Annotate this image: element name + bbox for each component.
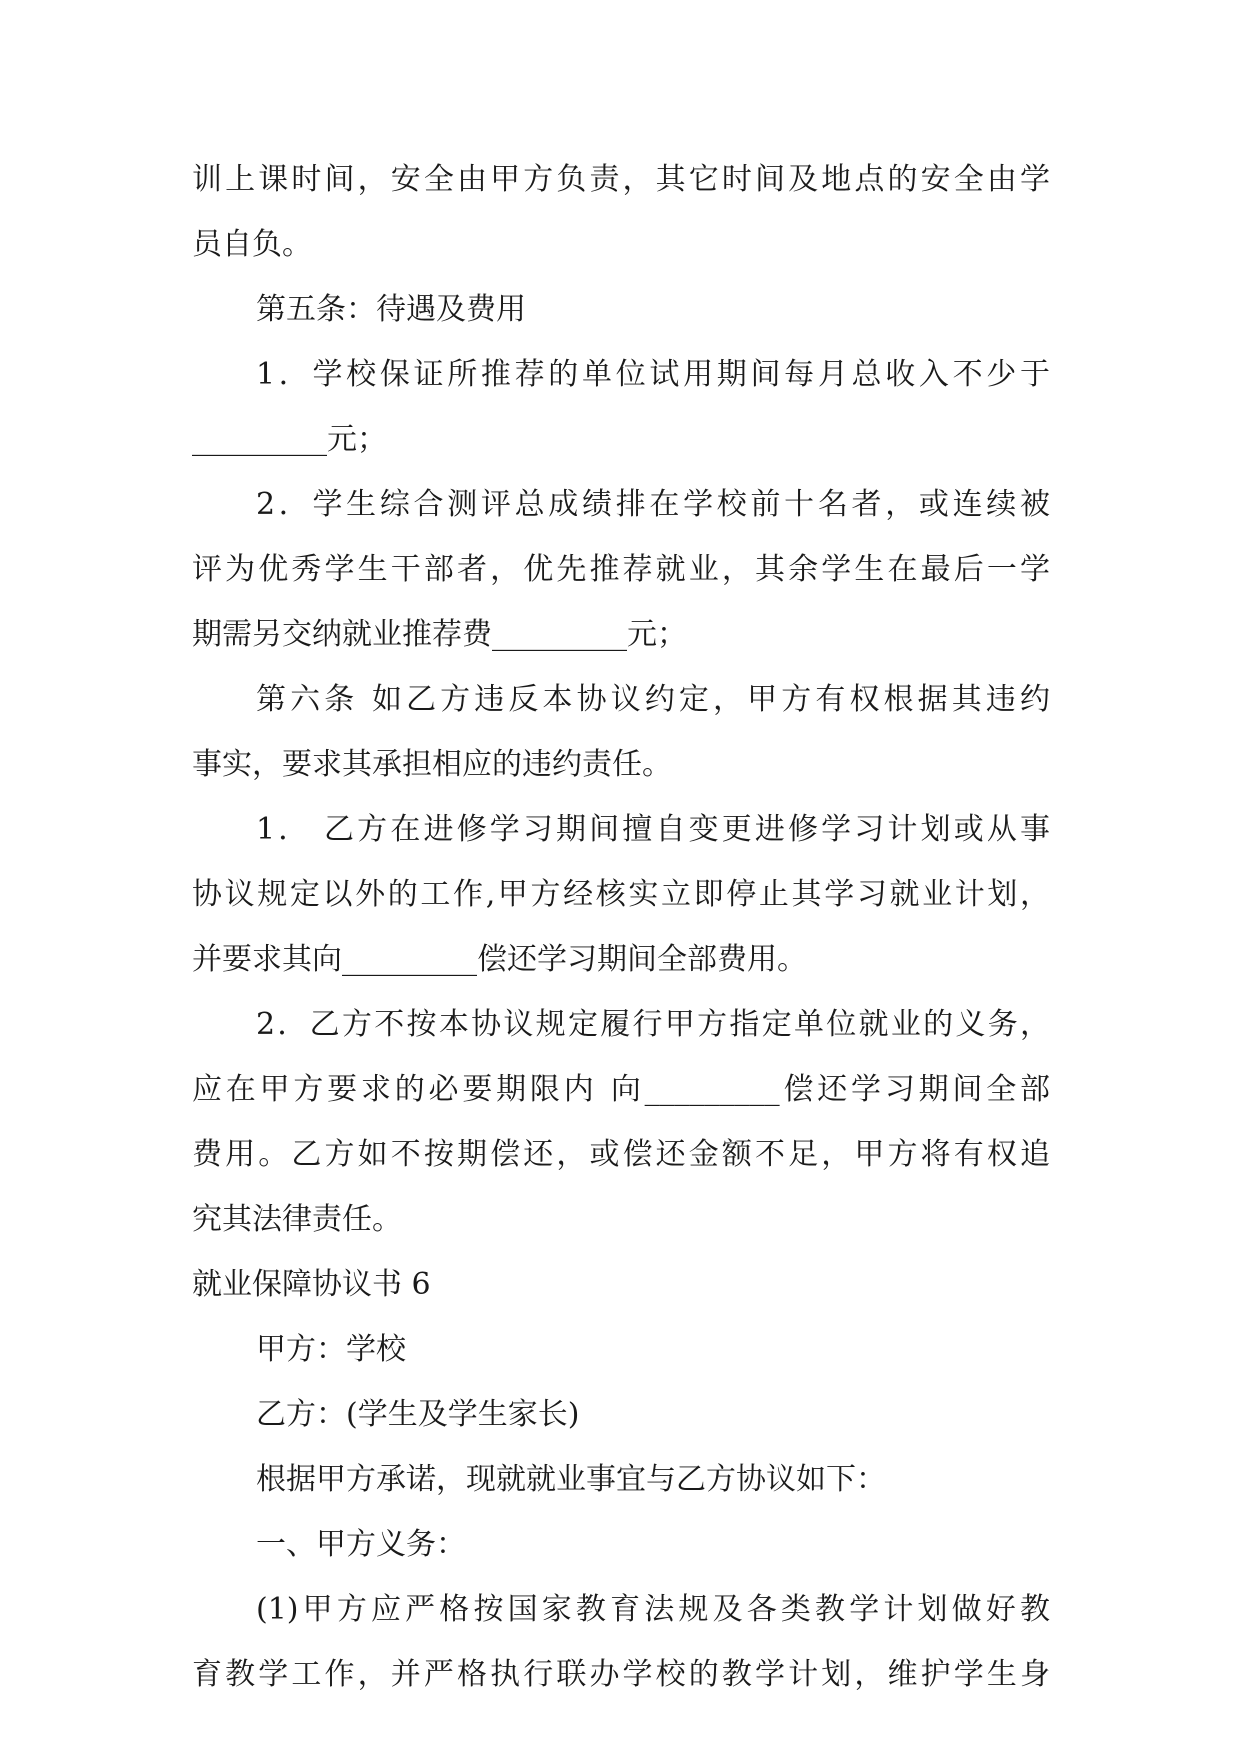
text-line: 根据甲方承诺，现就就业事宜与乙方协议如下： bbox=[256, 1462, 886, 1497]
text-line: 育教学工作，并严格执行联办学校的教学计划，维护学生身 bbox=[192, 1657, 1050, 1692]
section-heading-party-a-duties: 一、甲方义务： bbox=[256, 1527, 466, 1562]
text-line: 评为优秀学生干部者，优先推荐就业，其余学生在最后一学 bbox=[192, 552, 1050, 587]
text-line: 并要求其向_________偿还学习期间全部费用。 bbox=[192, 942, 807, 977]
text-line: 协议规定以外的工作,甲方经核实立即停止其学习就业计划， bbox=[192, 877, 1050, 912]
text-line: 1．学校保证所推荐的单位试用期间每月总收入不少于 bbox=[256, 357, 1050, 392]
section-heading-article-5: 第五条：待遇及费用 bbox=[256, 292, 526, 327]
section-heading-article-6: 第六条 如乙方违反本协议约定，甲方有权根据其违约 bbox=[256, 682, 1050, 717]
text-line: 2．学生综合测评总成绩排在学校前十名者，或连续被 bbox=[256, 487, 1050, 522]
text-line: 期需另交纳就业推荐费_________元； bbox=[192, 617, 687, 652]
text-line: 员自负。 bbox=[192, 227, 312, 262]
text-line: _________元； bbox=[192, 422, 387, 457]
text-line: 1． 乙方在进修学习期间擅自变更进修学习计划或从事 bbox=[256, 812, 1050, 847]
party-b-line: 乙方：(学生及学生家长) bbox=[256, 1397, 580, 1432]
text-line: 应在甲方要求的必要期限内 向_________偿还学习期间全部 bbox=[192, 1072, 1050, 1107]
text-line: (1)甲方应严格按国家教育法规及各类教学计划做好教 bbox=[256, 1592, 1050, 1627]
text-line: 训上课时间，安全由甲方负责，其它时间及地点的安全由学 bbox=[192, 162, 1050, 197]
text-line: 事实，要求其承担相应的违约责任。 bbox=[192, 747, 672, 782]
text-line: 费用。乙方如不按期偿还，或偿还金额不足，甲方将有权追 bbox=[192, 1137, 1050, 1172]
text-line: 究其法律责任。 bbox=[192, 1202, 402, 1237]
party-a-line: 甲方：学校 bbox=[256, 1332, 406, 1367]
text-line: 2．乙方不按本协议规定履行甲方指定单位就业的义务， bbox=[256, 1007, 1050, 1042]
agreement-title: 就业保障协议书 6 bbox=[192, 1267, 431, 1302]
document-body bbox=[192, 147, 1050, 1707]
